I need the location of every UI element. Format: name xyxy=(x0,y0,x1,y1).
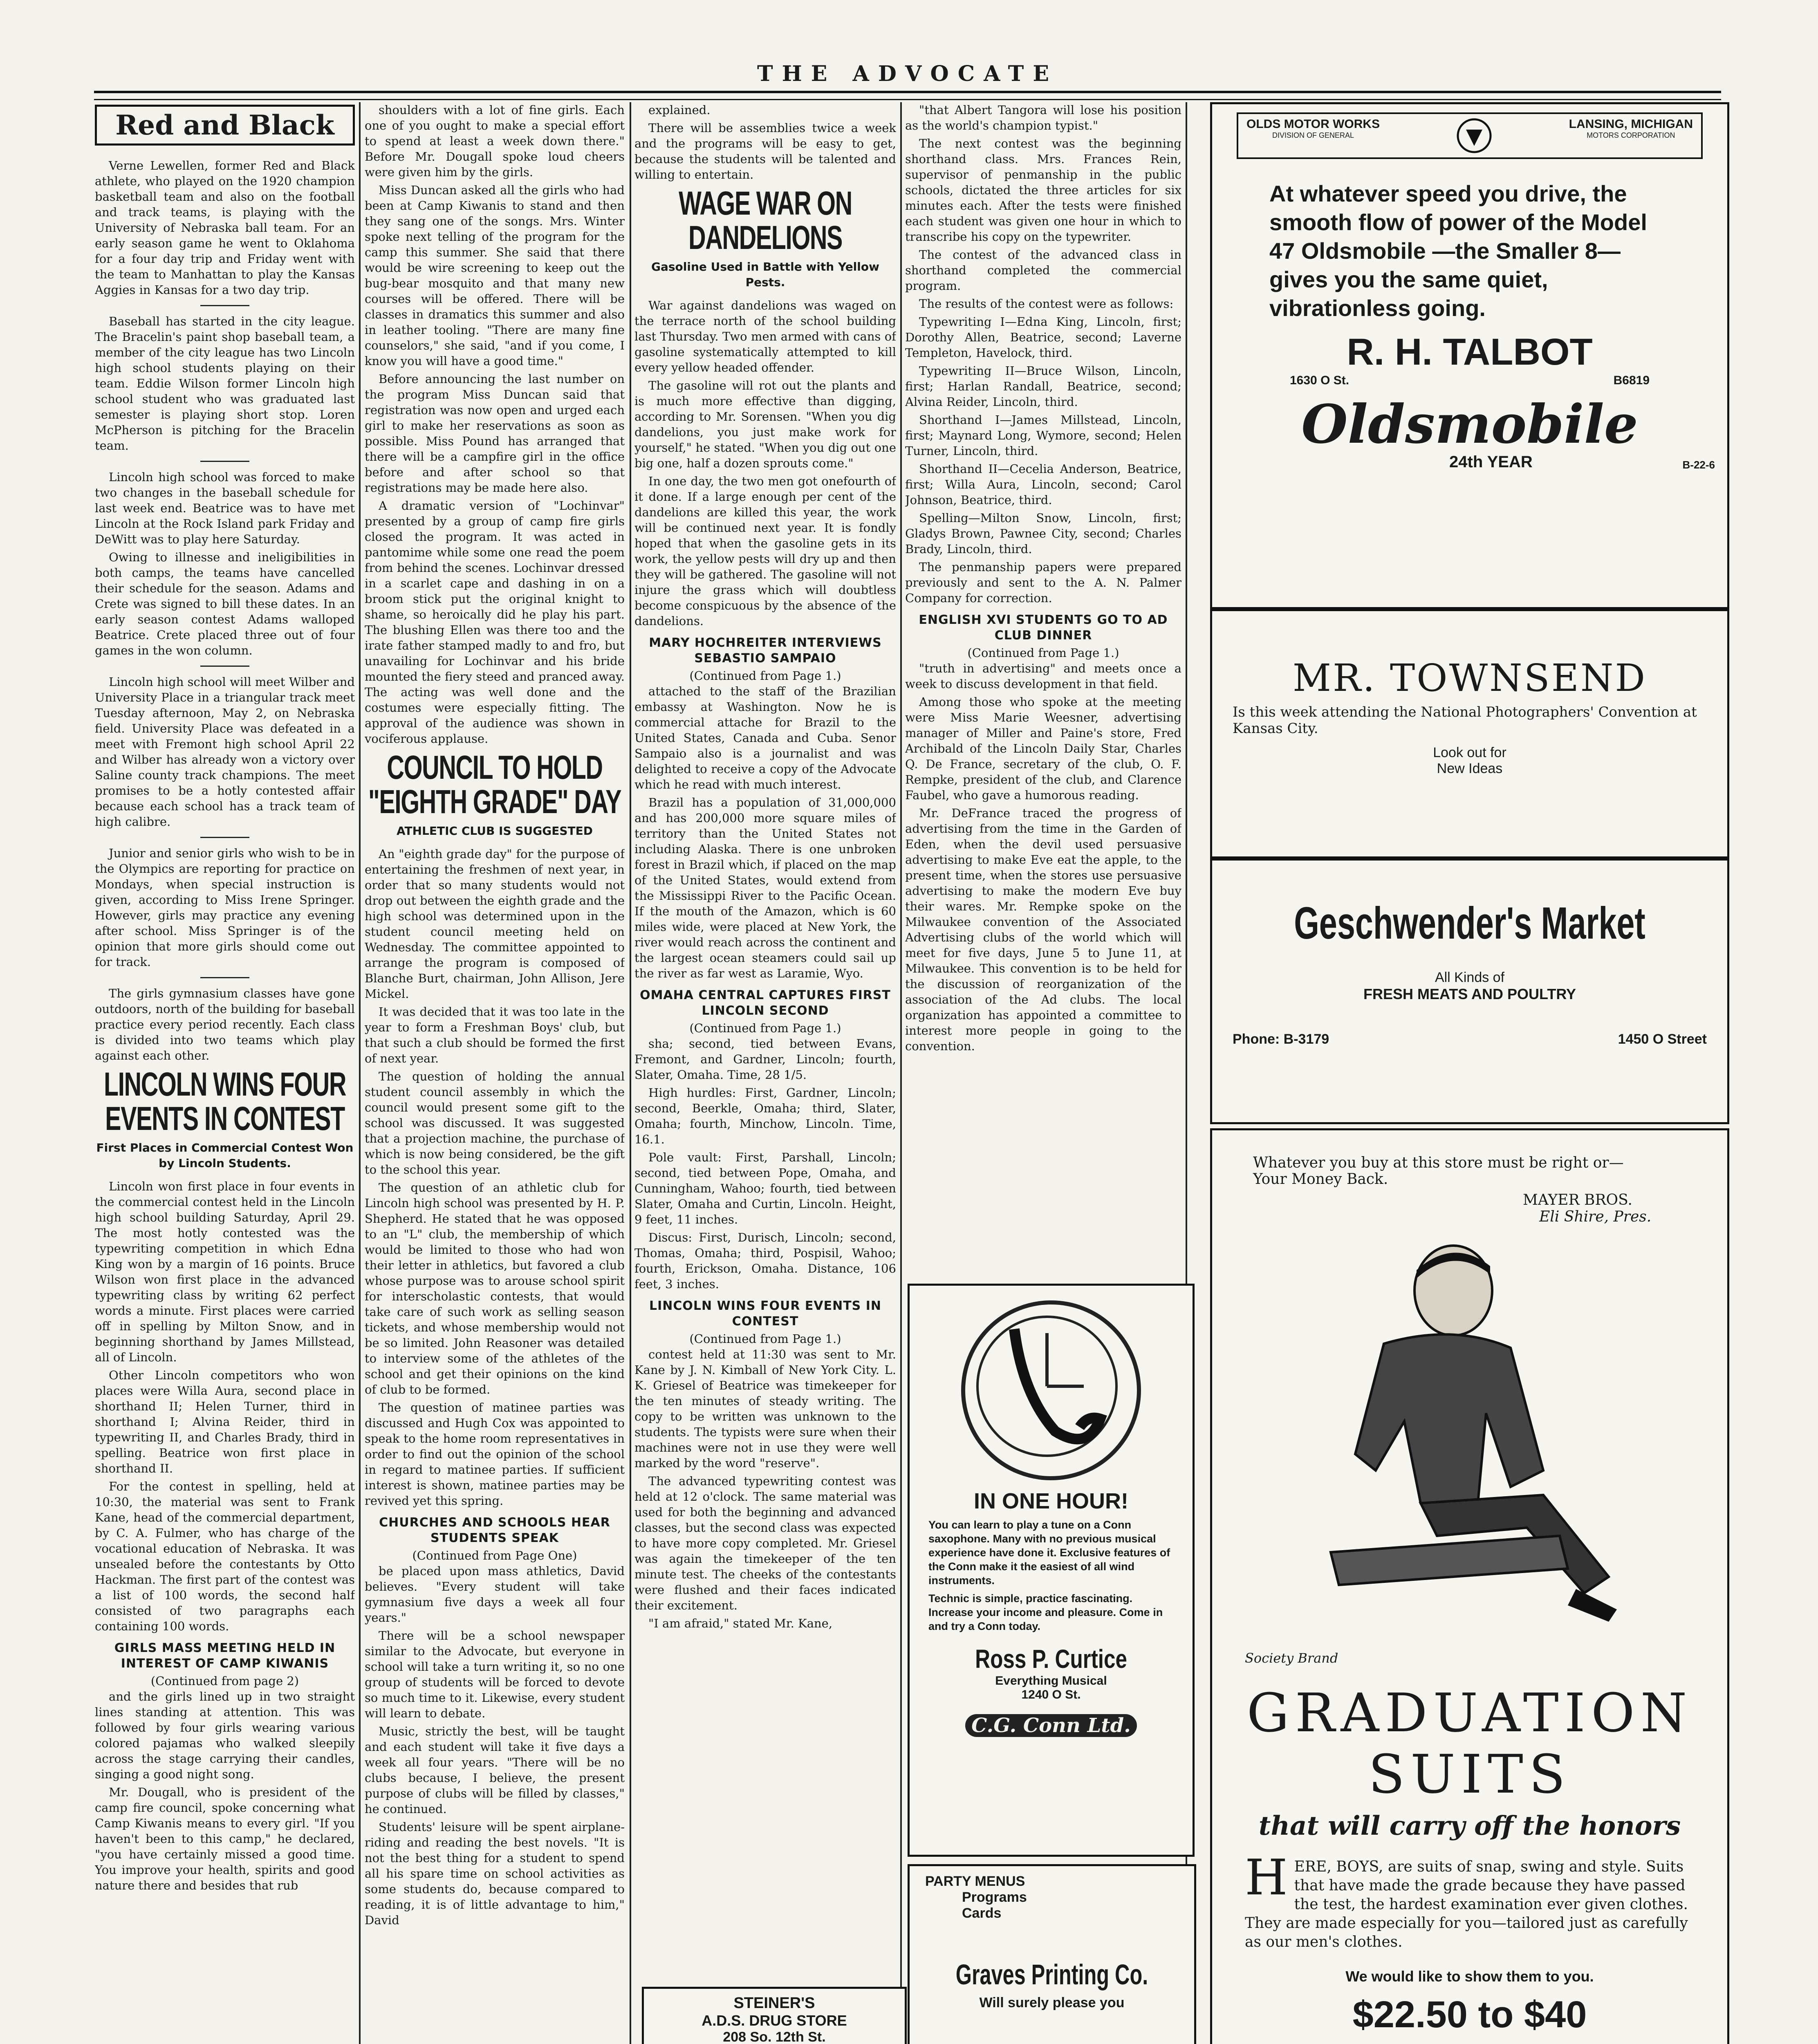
article-paragraph: Shorthand I—James Millstead, Lincoln, first; Maynard Long, Wymore, second; Helen Turner, Lincoln, third. xyxy=(905,413,1181,458)
ad-name: Ross P. Curtice xyxy=(975,1644,1127,1674)
graduation-headline: GRADUATION xyxy=(1246,1682,1693,1744)
masthead-rule xyxy=(94,91,1721,100)
brand-tag: Society Brand xyxy=(1245,1650,1338,1666)
conn-saxophone-ad xyxy=(908,1284,1195,1857)
continued-line: (Continued from Page 1.) xyxy=(967,646,1119,660)
article-paragraph: Mr. DeFrance traced the progress of advertising from the time in the Garden of Eden, when the devil used persuasive advertising to make Eve eat the apple, to the present time, when the stores use persuasive advertising to make the modern Eve buy their wares. Mr. Rempke spoke on the Milwaukee convention of the Associated Advertising clubs of the world which will meet for five days, June 5 to June 11, at Milwaukee. This convention is to be held for the discussion of reorganization of the association of the Ad clubs. The local organization has appointed a committee to interest more people in going to the convention. xyxy=(905,806,1181,1053)
article-paragraph: The question of matinee parties was discussed and Hugh Cox was appointed to speak to the home room representatives in order to find out the opinion of the school in regard to matinee parties. If sufficient interest is shown, matinee parties may be revived yet this spring. xyxy=(365,1401,625,1508)
ad-line: New Ideas xyxy=(1437,761,1503,776)
continued-line: (Continued from Page One) xyxy=(412,1549,577,1562)
ad-line: Whatever you buy at this store must be right or— xyxy=(1253,1154,1624,1171)
olds-header-right xyxy=(1569,117,1693,154)
article-paragraph: Before announcing the last number on the program Miss Duncan said that registration was now open and urged each girl to make her reservations as soon as possible. Miss Pound has arranged that there will be a campfire girl in the office before and after school so that registrations may be made here also. xyxy=(365,372,625,495)
article-paragraph: The advanced typewriting contest was held at 12 o'clock. The same material was used for both the beginning and advanced classes, but the second class was expected to have more copy completed. Mr. Griesel was again the timekeeper of the ten minute test. The cheeks of the contestants were flushed and their faces indicated their excitement. xyxy=(634,1474,896,1612)
olds-header-left xyxy=(1246,117,1380,154)
ad-title: IN ONE HOUR! xyxy=(974,1489,1128,1513)
article-paragraph: Mr. Dougall, who is president of the camp fire council, spoke concerning what Camp Kiwanis means to every girl. "If you haven't been to this camp," he declared, "you have certainly missed a good time. You improve your health, spirits and good nature there and besides that rub xyxy=(95,1785,355,1892)
continued-line: (Continued from Page 1.) xyxy=(689,1332,841,1346)
ad-address: 1240 O St. xyxy=(1021,1688,1081,1701)
article-paragraph: Shorthand II—Cecelia Anderson, Beatrice, first; Willa Aura, Lincoln, second; Carol Johnson, Beatrice, third. xyxy=(905,462,1181,507)
column-rule xyxy=(900,102,902,2044)
article-paragraph: and the girls lined up in two straight lines standing at attention. This was followed by four girls wearing various colored pajamas who walked sleepily across the stage carrying their candles, singing a good night song. xyxy=(95,1690,355,1781)
article-paragraph: Lincoln won first place in four events in the commercial contest held in the Lincoln high school building Saturday, April 29. The most hotly contested was the typewriting competition in which Edna King won by a margin of 16 points. Bruce Wilson won first place in the advanced typewriting class by writing 62 perfect words a minute. First places were carried off in spelling by Milton Snow, and in beginning shorthand by James Millstead, all of Lincoln. xyxy=(95,1179,355,1364)
article-paragraph: Lincoln high school was forced to make two changes in the baseball schedule for last week end. Beatrice was to have met Lincoln at the Rock Island park Friday and DeWitt was to play here Saturday. xyxy=(95,470,355,546)
saxophone-clock-illustration xyxy=(961,1300,1141,1480)
continued-line: (Continued from Page 1.) xyxy=(689,1021,841,1035)
olds-header xyxy=(1237,112,1703,159)
oldsmobile-ad xyxy=(1210,102,1729,609)
article-paragraph: Baseball has started in the city league. The Bracelin's paint shop baseball team, a member of the city league has two Lincoln high school students playing on their team. Eddie Wilson former Lincoln high school student who was graduated last semester is playing short stop. Loren McPherson is pitching for the Bracelin team. xyxy=(95,314,355,453)
article-paragraph: explained. xyxy=(648,103,711,117)
article-paragraph: "truth in advertising" and meets once a week to discuss development in that field. xyxy=(905,661,1181,691)
ad-phone: Phone: B-3179 xyxy=(1233,1031,1329,1047)
ad-line: Cards xyxy=(962,1905,1002,1921)
article-paragraph: Other Lincoln competitors who won places were Willa Aura, second place in shorthand II; Helen Turner, third in shorthand I; Alvina Reider, third in typewriting II, and Charles Brady, third in spelling. Beatrice won first place in shorthand II. xyxy=(95,1368,355,1475)
ad-text xyxy=(1245,1849,1695,1952)
article-paragraph: The penmanship papers were prepared previously and sent to the A. N. Palmer Company for correction. xyxy=(905,560,1181,605)
separator xyxy=(200,305,249,306)
price-range: $22.50 to $40 xyxy=(1352,1994,1587,2035)
column-1 xyxy=(95,102,355,2044)
article-paragraph: Among those who spoke at the meeting were Miss Marie Weesner, advertising manager of Miller and Paine's store, Fred Archibald of the Lincoln Daily Star, Charles Q. De France, secretary of the club, O. F. Rempke, president of the club, and Clarence Faubel, who gave a humorous reading. xyxy=(905,695,1181,802)
column-rule xyxy=(630,102,631,2044)
separator xyxy=(200,977,249,978)
ad-subtitle: Everything Musical xyxy=(995,1674,1107,1688)
headline: CHURCHES AND SCHOOLS HEAR STUDENTS SPEAK xyxy=(379,1515,610,1545)
article-paragraph: For the contest in spelling, held at 10:30, the material was sent to Frank Kane, head of the commercial department, by C. A. Fulmer, who has charge of the vocational education of Nebraska. It was unsealed before the contestants by Otto Hackman. The first part of the contest was a list of 100 words, the second half consisted of two paragraphs each containing 100 words. xyxy=(95,1479,355,1633)
ad-text: You can learn to play a tune on a Conn saxophone. Many with no previous musical experience have done it. Exclusive features of the Conn make it the easiest of all wind instruments. xyxy=(928,1519,1170,1587)
ad-phone: B6819 xyxy=(1613,374,1650,387)
article-paragraph: Verne Lewellen, former Red and Black athlete, who played on the 1920 champion basketball team and also on the football and track teams, is playing with the University of Nebraska ball team. For an early season game he went to Oklahoma for a four day trip and Friday went with the team to Manhattan to play the Kansas Aggies in Kansas for a two day trip. xyxy=(95,159,355,297)
article-paragraph: Owing to illnesse and ineligibilities in both camps, the teams have cancelled their schedule for the season. Adams and Crete was signed to bill these dates. In an early season contest Adams walloped Beatrice. Crete placed three out of four games in the won column. xyxy=(95,550,355,657)
article-paragraph: "that Albert Tangora will lose his position as the world's champion typist." xyxy=(905,103,1181,132)
ad-line: Your Money Back. xyxy=(1253,1171,1388,1188)
olds-maker: OLDS MOTOR WORKS xyxy=(1246,117,1380,131)
ad-name: R. H. TALBOT xyxy=(1347,331,1593,373)
article-paragraph: The gasoline will rot out the plants and is much more effective than digging, according to Mr. Sorensen. "When you dig dandelions, you just make work for yourself," he stated. "When you dig out one big one, half a dozen sprouts come." xyxy=(634,379,896,470)
article-paragraph: The question of an athletic club for Lincoln high school was presented by H. P. Shepherd. He stated that he was opposed to an "L" club, the membership of which would be limited to those who had won their letter in athletics, but favored a club whose purpose was to arouse school spirit for interscholastic contests, that would take care of such work as selling season tickets, and whose membership would not be so limited. John Reasoner was detailed to interview some of the athletes of the school and get their opinions on the kind of club to be formed. xyxy=(365,1181,625,1396)
article-paragraph: Miss Duncan asked all the girls who had been at Camp Kiwanis to stand and then they sang one of the songs. Mrs. Winter spoke next telling of the program for the camp this summer. She said that there would be wire screening to keep out the bug-bear mosquito and that many new courses will be offered. There will be classes in dramatics this summer and also in leather tooling. "There are many fine counselors," she said, "and if you come, I know you will have a good time." xyxy=(365,183,625,368)
separator xyxy=(200,461,249,462)
ad-address: 1450 O Street xyxy=(1618,1031,1707,1047)
ad-body: ERE, BOYS, are suits of snap, swing and style. Suits that have made the grade because they have passed the test, the hardest examination ever given clothes. They are made especially for you—tailored just as carefully as our men's clothes. xyxy=(1245,1858,1688,1950)
olds-year: 24th YEAR xyxy=(1449,453,1533,471)
ad-text: At whatever speed you drive, the smooth flow of power of the Model 47 Oldsmobile —the Smaller 8—gives you the same quiet, vibrationless going. xyxy=(1269,181,1647,321)
column-2 xyxy=(365,102,625,2044)
article-paragraph: High hurdles: First, Gardner, Lincoln; second, Beerkle, Omaha; third, Slater, Omaha; fourth, Minchow, Lincoln. Time, 16.1. xyxy=(634,1086,896,1146)
ad-line: PARTY MENUS xyxy=(925,1874,1025,1889)
article-paragraph: sha; second, tied between Evans, Fremont, and Gardner, Lincoln; fourth, Slater, Omaha. Time, 28 1/5. xyxy=(634,1037,896,1082)
article-paragraph: The contest of the advanced class in shorthand completed the commercial program. xyxy=(905,248,1181,293)
ad-line: Look out for xyxy=(1433,745,1506,760)
ad-title: STEINER'S xyxy=(733,1995,815,2012)
saxophone-icon xyxy=(965,1304,1129,1468)
article-paragraph: There will be assemblies twice a week and the programs will be easy to get, because the students will be talented and willing to entertain. xyxy=(634,121,896,182)
ad-name: Graves Printing Co. xyxy=(955,1959,1148,1990)
article-paragraph: It was decided that it was too late in the year to form a Freshman Boys' club, but that such a club should be formed the first of next year. xyxy=(365,1005,625,1065)
article-paragraph: An "eighth grade day" for the purpose of entertaining the freshmen of next year, in order that so many students would not drop out between the eighth grade and the high school was determined upon in the student council meeting held on Wednesday. The committee appointed to arrange the program is composed of Blanche Burt, chairman, John Allison, Jere Mickel. xyxy=(365,847,625,1001)
headline: COUNCIL TO HOLD "EIGHTH GRADE" DAY xyxy=(368,749,621,820)
article-paragraph: The next contest was the beginning shorthand class. Mrs. Frances Rein, supervisor of penmanship in the public schools, dictated the three articles for six minutes each. After the tests were finished each student was given one hour in which to transcribe his copy on the typewriter. xyxy=(905,137,1181,244)
olds-maker-sub: DIVISION OF GENERAL xyxy=(1272,131,1354,139)
article-paragraph: The question of holding the annual student council assembly in which the council would present some gift to the school was discussed. It was suggested that a projection machine, the purchase of which is now being considered, be the gift to the school this year. xyxy=(365,1069,625,1177)
column-3 xyxy=(634,102,896,1925)
subheadline: First Places in Commercial Contest Won by Lincoln Students. xyxy=(96,1141,354,1170)
ad-owner-title: Eli Shire, Pres. xyxy=(1539,1208,1652,1225)
ad-subtitle: that will carry off the honors xyxy=(1258,1811,1681,1841)
article-paragraph: Junior and senior girls who wish to be in the Olympics are reporting for practice on Mondays, when special instruction is given, according to Miss Irene Springer. However, girls may practice any evening after school. Miss Springer is of the opinion that more girls should come out for track. xyxy=(95,846,355,969)
article-paragraph: be placed upon mass athletics, David believes. "Every student will take gymnasium five days a week all four years." xyxy=(365,1564,625,1625)
article-paragraph: Brazil has a population of 31,000,000 and has 200,000 more square miles of territory than the United States not including Alaska. There is one unbroken forest in Brazil which, if placed on the map of the United States, would extend from the Mississippi River to the Pacific Ocean. If the mouth of the Amazon, which is 60 miles wide, were placed at New York, the river would reach across the continent and the largest ocean steamers could sail up the river as far west as Laramie, Wyo. xyxy=(634,796,896,980)
townsend-ad xyxy=(1210,609,1729,858)
ad-name: Geschwender's Market xyxy=(1294,898,1645,948)
article-paragraph: Students' leisure will be spent airplane-riding and reading the best novels. "It is not the best thing for a student to spend all his spare time on school activities as some students do, because compared to reading, it is of little advantage to him," David xyxy=(365,1820,625,1927)
ad-line: Programs xyxy=(962,1889,1027,1905)
ad-line: All Kinds of xyxy=(1435,970,1505,985)
article-paragraph: Music, strictly the best, will be taught and each student will take it five days a week all four years. "There will be no clubs because, I believe, the present purpose of clubs will be filled by classes," he continued. xyxy=(365,1724,625,1816)
red-and-black-heading: Red and Black xyxy=(95,105,355,146)
article-paragraph: The girls gymnasium classes have gone outdoors, north of the building for baseball practice every period recently. Each class is divided into two teams which play against each other. xyxy=(95,986,355,1062)
olds-location: LANSING, MICHIGAN xyxy=(1569,117,1693,131)
subheadline: Gasoline Used in Battle with Yellow Pests. xyxy=(651,260,879,289)
suits-headline: SUITS xyxy=(1368,1743,1571,1805)
conn-logo: C.G. Conn Ltd. xyxy=(965,1714,1137,1737)
continued-line: (Continued from page 2) xyxy=(150,1674,299,1688)
article-paragraph: War against dandelions was waged on the terrace north of the school building last Thursday. Two men armed with cans of gasoline systematically attempted to kill every yellow headed offender. xyxy=(634,298,896,374)
ad-address: 208 So. 12th St. xyxy=(723,2029,826,2044)
ad-text: Technic is simple, practice fascinating. Increase your income and pleasure. Come in and try a Conn today. xyxy=(928,1592,1163,1632)
column-rule xyxy=(359,102,361,2044)
ad-footer xyxy=(1233,1031,1707,1047)
ad-line: FRESH MEATS AND POULTRY xyxy=(1363,986,1576,1002)
article-paragraph: The results of the contest were as follows: xyxy=(919,297,1174,311)
headline: OMAHA CENTRAL CAPTURES FIRST LINCOLN SECOND xyxy=(640,988,891,1018)
ad-subtitle: A.D.S. DRUG STORE xyxy=(702,2012,847,2029)
headline: GIRLS MASS MEETING HELD IN INTEREST OF CAMP KIWANIS xyxy=(114,1641,336,1671)
article-paragraph: Spelling—Milton Snow, Lincoln, first; Gladys Brown, Pawnee City, second; Charles Brady, Lincoln, third. xyxy=(905,511,1181,556)
masthead: THE ADVOCATE xyxy=(757,61,1058,86)
headline: MARY HOCHREITER INTERVIEWS SEBASTIO SAMPAIO xyxy=(649,636,882,666)
headline: ENGLISH XVI STUDENTS GO TO AD CLUB DINNER xyxy=(919,613,1168,643)
steiner-ad xyxy=(642,1987,907,2044)
gm-emblem-icon xyxy=(1456,117,1493,154)
headline: LINCOLN WINS FOUR EVENTS IN CONTEST xyxy=(649,1299,881,1329)
ad-footer xyxy=(1290,374,1650,388)
article-paragraph: "I am afraid," stated Mr. Kane, xyxy=(648,1616,833,1630)
article-paragraph: attached to the staff of the Brazilian embassy at Washington. Now he is commercial attache for Brazil to the United States, Canada and Cuba. Senor Sampaio also is a journalist and was delighted to receive a copy of the Advocate which he read with much interest. xyxy=(634,684,896,791)
continued-line: (Continued from Page 1.) xyxy=(689,669,841,683)
column-4 xyxy=(905,102,1181,1271)
drop-cap: H xyxy=(1245,1849,1288,1906)
article-paragraph: shoulders with a lot of fine girls. Each one of you ought to make a special effort to spend at least a week down there." Before Mr. Dougall spoke loud cheers were given him by the girls. xyxy=(365,103,625,179)
article-paragraph: contest held at 11:30 was sent to Mr. Kane by J. N. Kimball of New York City. L. K. Griesel of Beatrice was timekeeper for the ten minutes of steady writing. The copy to be written was unknown to the students. The typists were sure when their machines were not in use they were well marked by the word "reserve". xyxy=(634,1347,896,1470)
geschwender-market-ad xyxy=(1210,858,1729,1124)
ad-code: B-22-6 xyxy=(1682,459,1715,471)
article-paragraph: Pole vault: First, Parshall, Lincoln; second, tied between Pope, Omaha, and Cunningham, Wahoo; fourth, tied between Slater, Omaha and Curtin, Lincoln. Height, 9 feet, 11 inches. xyxy=(634,1150,896,1226)
mayer-bros-ad xyxy=(1210,1128,1729,2044)
article-paragraph: Typewriting I—Edna King, Lincoln, first; Dorothy Allen, Beatrice, second; Laverne Templeton, Havelock, third. xyxy=(905,315,1181,360)
ad-line: We would like to show them to you. xyxy=(1345,1968,1594,1985)
seated-boy-icon xyxy=(1314,1242,1625,1642)
ad-subtitle: Will surely please you xyxy=(979,1995,1125,2010)
oldsmobile-logo: Oldsmobile xyxy=(1301,393,1638,455)
ad-owner: MAYER BROS. xyxy=(1523,1192,1632,1208)
ad-text: Is this week attending the National Photographers' Convention at Kansas City. xyxy=(1233,704,1697,737)
ad-name: MR. TOWNSEND xyxy=(1292,656,1647,700)
ad-address: 1630 O St. xyxy=(1290,374,1349,387)
olds-location-sub: MOTORS CORPORATION xyxy=(1587,131,1675,139)
article-paragraph: Lincoln high school will meet Wilber and University Place in a triangular track meet Tuesday afternoon, May 2, on Nebraska field. University Place was defeated in a meet with Fremont high school April 22 and Wilber has already won a victory over Saline county track champions. The meet promises to be a hotly contested affair because each school has a track team of high calibre. xyxy=(95,675,355,829)
headline: LINCOLN WINS FOUR EVENTS IN CONTEST xyxy=(103,1066,346,1137)
article-paragraph: A dramatic version of "Lochinvar" presented by a group of camp fire girls closed the program. It was acted in pantomime while some one read the poem from behind the scenes. Lochinvar dressed in a scarlet cape and dashing in on a broom stick put the original knight to shame, so heroically did he play his part. The blushing Ellen was there too and the irate father stamped madly to and fro, but unavailing for Lochinvar and his bride mounted the fiery steed and pranced away. The acting was well done and the costumes were especially fitting. The approval of the audience was shown in vociferous applause. xyxy=(365,499,625,746)
graves-printing-ad xyxy=(908,1864,1196,2044)
separator xyxy=(200,666,249,667)
article-paragraph: Typewriting II—Bruce Wilson, Lincoln, first; Harlan Randall, Beatrice, second; Alvina Reider, Lincoln, third. xyxy=(905,364,1181,409)
article-paragraph: In one day, the two men got onefourth of it done. If a large enough per cent of the dandelions are killed this year, the work will be continued next year. It is fondly hoped that when the gasoline gets in its work, the yellow pests will dry up and then they will be gathered. The gasoline will not injure the grass which will doubtless become conspicuous by the absence of the dandelions. xyxy=(634,474,896,628)
separator xyxy=(200,837,249,838)
article-paragraph: There will be a school newspaper similar to the Advocate, but everyone in school will take a turn writing it, so no one group of students will be forced to devote so much time to it. Likewise, every student will learn to debate. xyxy=(365,1629,625,1720)
seated-boy-illustration xyxy=(1314,1242,1625,1650)
subheadline: ATHLETIC CLUB IS SUGGESTED xyxy=(397,824,593,838)
olds-footer xyxy=(1449,453,1715,471)
article-paragraph: Discus: First, Durisch, Lincoln; second, Thomas, Omaha; third, Pospisil, Wahoo; fourth, Erickson, Omaha. Distance, 106 feet, 3 inches. xyxy=(634,1230,896,1291)
headline: WAGE WAR ON DANDELIONS xyxy=(679,185,852,256)
